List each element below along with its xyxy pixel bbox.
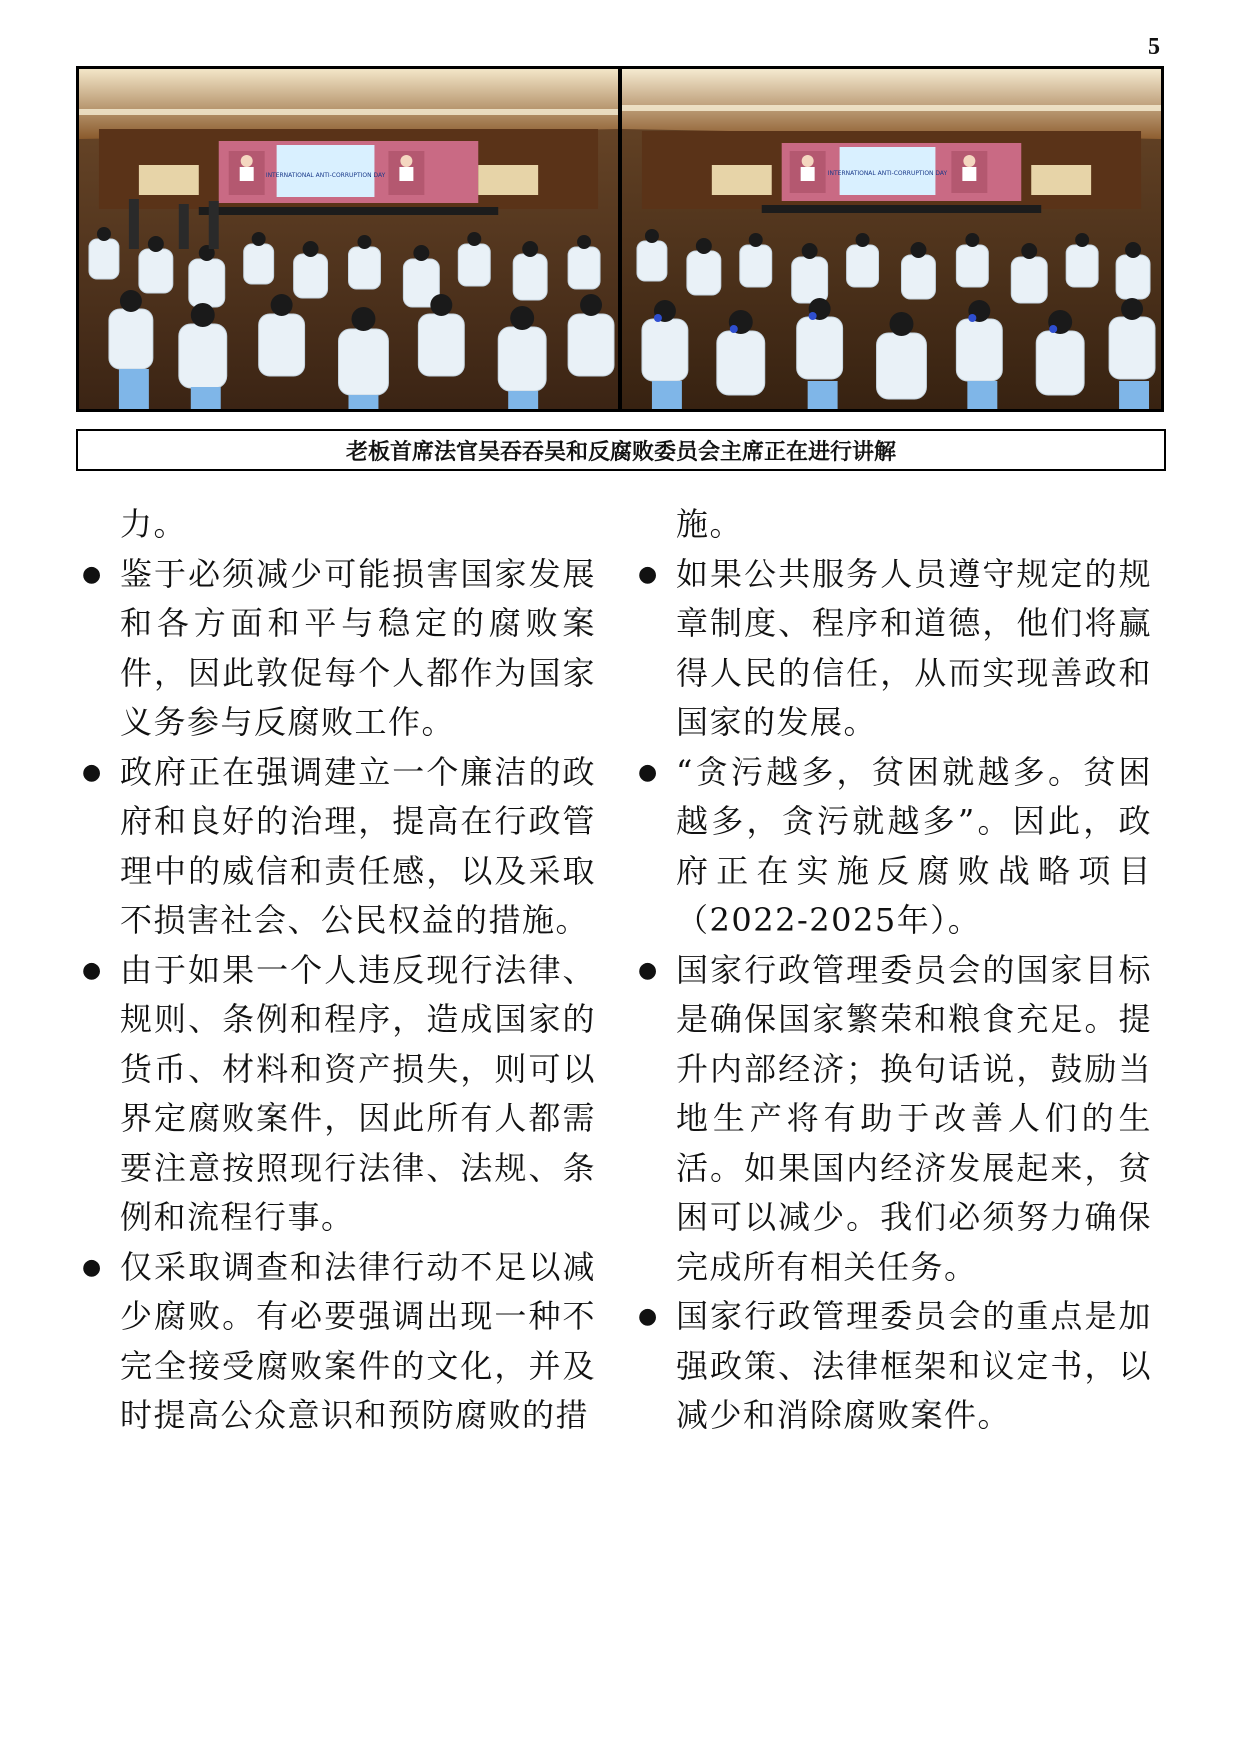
bullet-icon: ● [82,1254,103,1280]
bullet-text: 政府正在强调建立一个廉洁的政府和良好的治理，提高在行政管理中的威信和责任感，以及采取不损害社会、公民权益的措施。 [120,752,596,939]
conference-photo-right [622,69,1161,409]
bullet-item [76,550,596,748]
bullet-text: 国家行政管理委员会的重点是加强政策、法律框架和议定书，以减少和消除腐败案件。 [676,1297,1152,1434]
continuation-text: 力。 [120,505,188,543]
right-column [632,500,1152,1441]
bullet-icon: ● [82,759,103,785]
bullet-item [76,748,596,946]
article-body [76,500,1166,1441]
bullet-text: 鉴于必须减少可能损害国家发展和各方面和平与稳定的腐败案件，因此敦促每个人都作为国家义务参与反腐败工作。 [120,554,596,741]
page-number: 5 [1148,34,1160,60]
screen-banner-text: INTERNATIONAL ANTI-CORRUPTION DAY [827,169,948,178]
bullet-icon: ● [82,561,103,587]
bullet-item [632,550,1152,748]
photo-caption [76,429,1166,471]
bullet-icon: ● [638,759,659,785]
conference-photo-left [79,69,618,409]
bullet-item [632,946,1152,1293]
screen-banner-text: INTERNATIONAL ANTI-CORRUPTION DAY [265,171,386,180]
bullet-item [632,1292,1152,1441]
bullet-item [632,748,1152,946]
bullet-icon: ● [82,957,103,983]
bullet-text: 仅采取调查和法律行动不足以减少腐败。有必要强调出现一种不完全接受腐败案件的文化，并及时提高公众意识和预防腐败的措 [120,1247,596,1434]
bullet-icon: ● [638,957,659,983]
conference-hall-image [79,69,618,409]
photo-strip [76,66,1164,412]
bullet-text: 如果公共服务人员遵守规定的规章制度、程序和道德，他们将赢得人民的信任，从而实现善政和国家的发展。 [676,554,1152,741]
left-column [76,500,596,1441]
bullet-item [76,1243,596,1441]
caption-text: 老板首席法官吴吞吞吴和反腐败委员会主席正在进行讲解 [345,439,896,465]
bullet-text: 国家行政管理委员会的国家目标是确保国家繁荣和粮食充足。提升内部经济；换句话说，鼓励当地生产将有助于改善人们的生活。如果国内经济发展起来，贫困可以减少。我们必须努力确保完成所有相关任务。 [676,950,1152,1286]
bullet-item [76,946,596,1243]
bullet-text: 由于如果一个人违反现行法律、规则、条例和程序，造成国家的货币、材料和资产损失，则可以界定腐败案件，因此所有人都需要注意按照现行法律、法规、条例和流程行事。 [120,950,596,1236]
bullet-icon: ● [638,1304,659,1329]
bullet-text: “贪污越多，贫困就越多。贫困越多，贪污就越多”。因此，政府正在实施反腐败战略项目（2022-2025年）。 [676,752,1152,939]
continuation-text: 施。 [676,505,744,543]
bullet-icon: ● [638,561,659,587]
conference-hall-image [622,69,1161,409]
